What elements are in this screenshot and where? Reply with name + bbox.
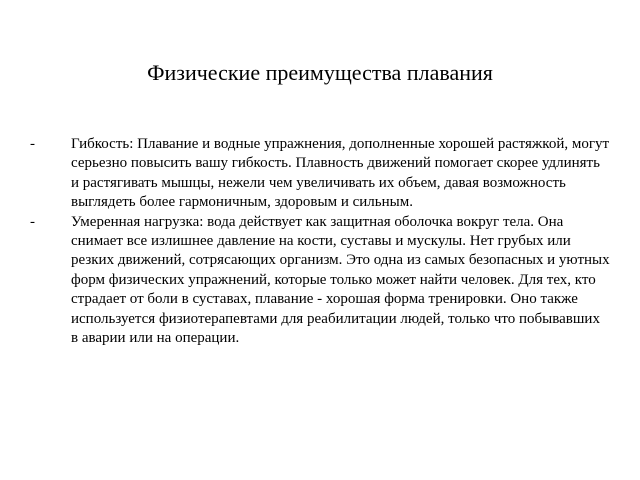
bullet-text: Умеренная нагрузка: вода действует как защитная оболочка вокруг тела. Она снимает все излишнее давление на кости, суставы и мускулы. Нет грубых или резких движений, сотрясающих организм. Это одна из самых безопасных и уютных форм физических упражнений, которые только может найти человек. Для тех, кто страдает от боли в суставах, плавание - хорошая форма тренировки. Оно также используется физиотерапевтами для реабилитации людей, только что побывавших в аварии или на операции. xyxy=(71,213,610,347)
bullet-item-flexibility xyxy=(30,135,610,213)
bullet-text: Гибкость: Плавание и водные упражнения, дополненные хорошей растяжкой, могут серьезно повысить вашу гибкость. Плавность движений помогает скорее удлинять и растягивать мышцы, нежели чем увеличивать их объем, давая возможность выглядеть более гармоничным, здоровым и сильным. xyxy=(71,136,610,211)
slide-title: Физические преимущества плавания xyxy=(147,60,493,85)
bullet-marker: - xyxy=(30,136,35,152)
bullet-list xyxy=(30,135,610,348)
bullet-item-moderate-load xyxy=(30,213,610,349)
bullet-marker: - xyxy=(30,213,35,230)
